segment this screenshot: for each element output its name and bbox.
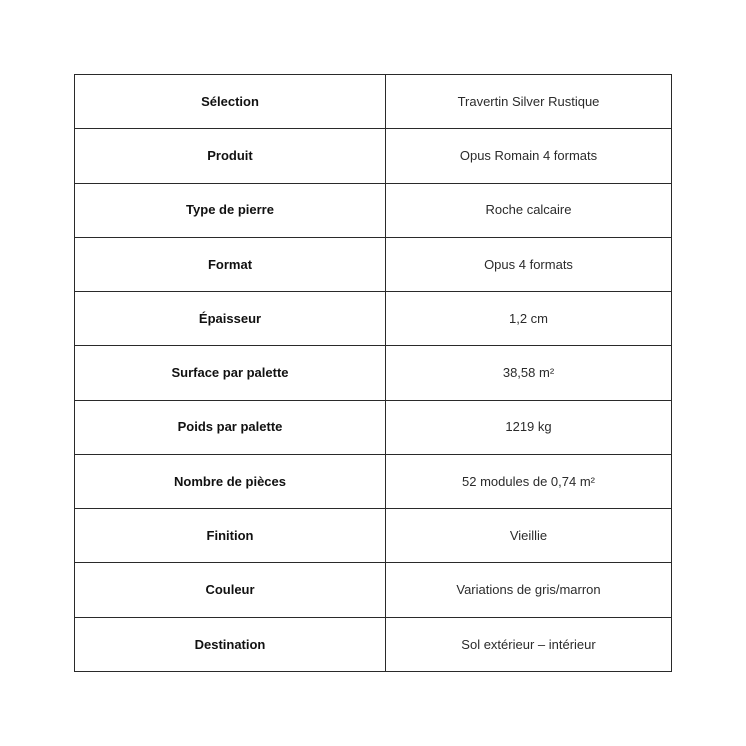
row-value: Opus Romain 4 formats (386, 129, 672, 183)
row-label: Nombre de pièces (75, 454, 386, 508)
table-row (75, 346, 672, 400)
table-row (75, 454, 672, 508)
row-label: Poids par palette (75, 400, 386, 454)
table-row (75, 617, 672, 671)
row-value: Roche calcaire (386, 183, 672, 237)
table-row (75, 509, 672, 563)
row-label: Type de pierre (75, 183, 386, 237)
row-value: Opus 4 formats (386, 237, 672, 291)
row-value: 38,58 m² (386, 346, 672, 400)
table-row (75, 563, 672, 617)
row-label: Destination (75, 617, 386, 671)
table-row (75, 400, 672, 454)
row-label: Format (75, 237, 386, 291)
row-label: Produit (75, 129, 386, 183)
row-value: 1219 kg (386, 400, 672, 454)
table-row (75, 292, 672, 346)
row-value: Sol extérieur – intérieur (386, 617, 672, 671)
row-value: Travertin Silver Rustique (386, 75, 672, 129)
row-label: Couleur (75, 563, 386, 617)
row-label: Sélection (75, 75, 386, 129)
table-row (75, 75, 672, 129)
row-value: Variations de gris/marron (386, 563, 672, 617)
product-spec-table (74, 74, 672, 672)
table-row (75, 237, 672, 291)
table-row (75, 129, 672, 183)
row-label: Épaisseur (75, 292, 386, 346)
row-value: Vieillie (386, 509, 672, 563)
row-value: 1,2 cm (386, 292, 672, 346)
table-row (75, 183, 672, 237)
row-value: 52 modules de 0,74 m² (386, 454, 672, 508)
row-label: Surface par palette (75, 346, 386, 400)
row-label: Finition (75, 509, 386, 563)
